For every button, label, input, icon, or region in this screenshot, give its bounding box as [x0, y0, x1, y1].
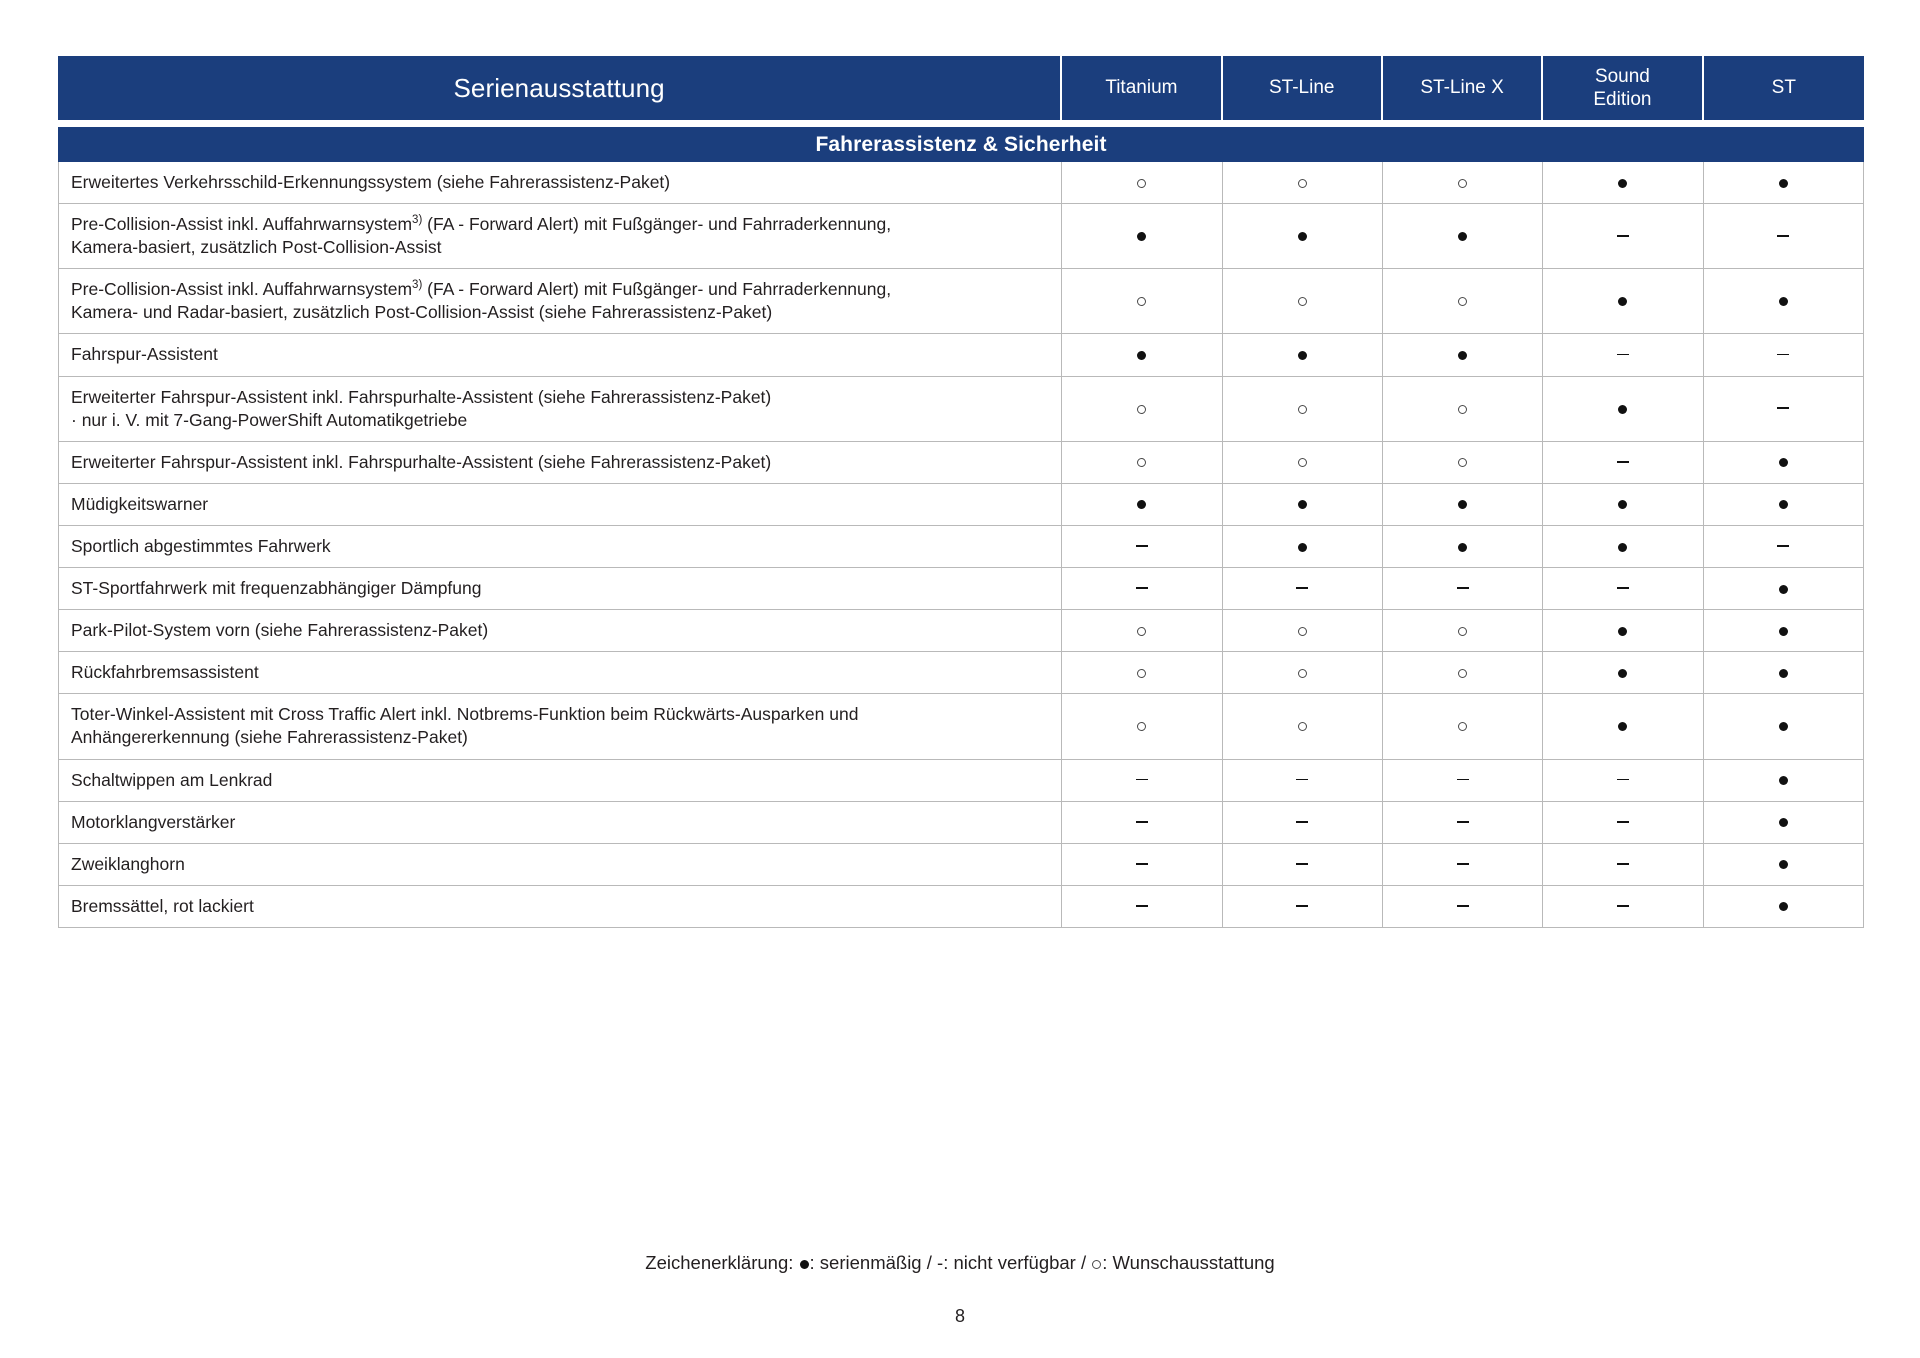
- availability-cell-sound-edition: [1543, 442, 1703, 484]
- dash-icon: [1457, 821, 1469, 823]
- table-row: [58, 652, 1864, 694]
- availability-cell-st-line-x: [1383, 694, 1543, 759]
- availability-cell-titanium: [1062, 844, 1222, 886]
- availability-cell-titanium: [1062, 526, 1222, 568]
- availability-cell-titanium: [1062, 269, 1222, 334]
- feature-label: [58, 334, 1062, 376]
- table-row: [58, 162, 1864, 204]
- availability-cell-st-line: [1223, 886, 1383, 928]
- availability-cell-st-line-x: [1383, 377, 1543, 442]
- feature-text-part: Zweiklanghorn: [71, 853, 185, 874]
- table-row: [58, 204, 1864, 269]
- feature-text-part: Rückfahrbremsassistent: [71, 662, 259, 683]
- feature-label: [58, 568, 1062, 610]
- open-circle-icon: [1458, 405, 1467, 414]
- availability-cell-st: [1704, 844, 1864, 886]
- availability-cell-st-line: [1223, 802, 1383, 844]
- availability-cell-st-line-x: [1383, 526, 1543, 568]
- availability-cell-st-line: [1223, 568, 1383, 610]
- availability-cell-st: [1704, 377, 1864, 442]
- filled-circle-icon: [1618, 297, 1627, 306]
- availability-cell-titanium: [1062, 334, 1222, 376]
- filled-circle-icon: [1137, 500, 1146, 509]
- feature-sublabel: Kamera- und Radar-basiert, zusätzlich Post-Collision-Assist (siehe Fahrerassistenz-Paket): [71, 302, 773, 323]
- feature-label: [58, 760, 1062, 802]
- availability-cell-sound-edition: [1543, 886, 1703, 928]
- open-circle-icon: [1298, 458, 1307, 467]
- open-circle-icon: [1458, 669, 1467, 678]
- legend-unavailable-text: -: nicht verfügbar /: [937, 1252, 1087, 1273]
- feature-text-part: Sportlich abgestimmtes Fahrwerk: [71, 535, 331, 556]
- feature-label: [58, 484, 1062, 526]
- table-row: [58, 377, 1864, 442]
- feature-text-part: Erweitertes Verkehrsschild-Erkennungssystem (siehe Fahrerassistenz-Paket): [71, 172, 671, 192]
- open-circle-icon: [1298, 297, 1307, 306]
- feature-text-part: ST-Sportfahrwerk mit frequenzabhängiger Dämpfung: [71, 578, 482, 599]
- availability-cell-titanium: [1062, 204, 1222, 269]
- availability-cell-sound-edition: [1543, 162, 1703, 204]
- dash-icon: [1617, 587, 1629, 589]
- filled-circle-icon: [1779, 818, 1788, 827]
- dash-icon: [1457, 905, 1469, 907]
- availability-cell-st: [1704, 568, 1864, 610]
- feature-label: [58, 204, 1062, 269]
- feature-label: [58, 652, 1062, 694]
- filled-circle-icon: [1779, 458, 1788, 467]
- availability-cell-st-line-x: [1383, 442, 1543, 484]
- filled-circle-icon: [1618, 543, 1627, 552]
- availability-cell-sound-edition: [1543, 652, 1703, 694]
- availability-cell-sound-edition: [1543, 484, 1703, 526]
- availability-cell-st: [1704, 269, 1864, 334]
- open-circle-icon: [1458, 179, 1467, 188]
- table-row: [58, 760, 1864, 802]
- open-circle-icon: [1137, 722, 1146, 731]
- availability-cell-sound-edition: [1543, 568, 1703, 610]
- open-circle-icon: [1458, 627, 1467, 636]
- dash-icon: [1136, 905, 1148, 907]
- availability-cell-st-line-x: [1383, 269, 1543, 334]
- availability-cell-st-line: [1223, 204, 1383, 269]
- section-header-label: Fahrerassistenz & Sicherheit: [58, 127, 1864, 162]
- filled-circle-icon: [1298, 351, 1307, 360]
- open-circle-icon: [1137, 297, 1146, 306]
- feature-label: [58, 269, 1062, 334]
- availability-cell-titanium: [1062, 442, 1222, 484]
- availability-cell-st-line: [1223, 652, 1383, 694]
- open-circle-icon: [1137, 669, 1146, 678]
- filled-circle-icon: [1779, 500, 1788, 509]
- dash-icon: [1457, 587, 1469, 589]
- open-circle-icon: [1458, 458, 1467, 467]
- legend-serial-text: : serienmäßig /: [809, 1252, 932, 1273]
- dash-icon: [1457, 863, 1469, 865]
- availability-cell-titanium: [1062, 760, 1222, 802]
- dash-icon: [1777, 354, 1789, 356]
- availability-cell-sound-edition: [1543, 844, 1703, 886]
- availability-cell-st: [1704, 204, 1864, 269]
- availability-cell-st-line-x: [1383, 204, 1543, 269]
- section-header-row: [58, 127, 1864, 162]
- legend-filled-circle-icon: [800, 1260, 809, 1269]
- filled-circle-icon: [1779, 585, 1788, 594]
- availability-cell-st-line-x: [1383, 334, 1543, 376]
- dash-icon: [1617, 235, 1629, 237]
- feature-text-part: Pre-Collision-Assist inkl. Auffahrwarnsystem: [71, 214, 413, 235]
- feature-text-part: Erweiterter Fahrspur-Assistent inkl. Fahrspurhalte-Assistent (siehe Fahrerassistenz-Paket): [71, 451, 772, 472]
- availability-cell-st: [1704, 526, 1864, 568]
- table-row: [58, 802, 1864, 844]
- open-circle-icon: [1458, 722, 1467, 731]
- dash-icon: [1617, 461, 1629, 463]
- filled-circle-icon: [1618, 500, 1627, 509]
- open-circle-icon: [1458, 297, 1467, 306]
- filled-circle-icon: [1298, 500, 1307, 509]
- table-row: [58, 844, 1864, 886]
- filled-circle-icon: [1779, 722, 1788, 731]
- availability-cell-sound-edition: [1543, 269, 1703, 334]
- feature-label: [58, 694, 1062, 759]
- filled-circle-icon: [1779, 669, 1788, 678]
- availability-cell-st: [1704, 694, 1864, 759]
- filled-circle-icon: [1618, 179, 1627, 188]
- table-row: [58, 484, 1864, 526]
- filled-circle-icon: [1618, 627, 1627, 636]
- availability-cell-st-line-x: [1383, 610, 1543, 652]
- specification-table: [58, 56, 1864, 928]
- table-row: [58, 886, 1864, 928]
- feature-text-part: Park-Pilot-System vorn (siehe Fahrerassistenz-Paket): [71, 620, 489, 641]
- availability-cell-st: [1704, 652, 1864, 694]
- filled-circle-icon: [1779, 297, 1788, 306]
- dash-icon: [1296, 587, 1308, 589]
- availability-cell-st-line: [1223, 484, 1383, 526]
- availability-cell-sound-edition: [1543, 802, 1703, 844]
- filled-circle-icon: [1779, 627, 1788, 636]
- availability-cell-st-line: [1223, 844, 1383, 886]
- availability-cell-st-line: [1223, 526, 1383, 568]
- header-column-st-line: ST-Line: [1223, 56, 1383, 120]
- dash-icon: [1136, 587, 1148, 589]
- availability-cell-titanium: [1062, 568, 1222, 610]
- availability-cell-st-line-x: [1383, 568, 1543, 610]
- availability-cell-titanium: [1062, 886, 1222, 928]
- table-row: [58, 269, 1864, 334]
- availability-cell-st-line-x: [1383, 760, 1543, 802]
- header-gap-row: [58, 120, 1864, 127]
- availability-cell-sound-edition: [1543, 204, 1703, 269]
- header-column-titanium: Titanium: [1062, 56, 1222, 120]
- table-row: [58, 694, 1864, 759]
- availability-cell-st: [1704, 802, 1864, 844]
- availability-cell-sound-edition: [1543, 334, 1703, 376]
- table-row: [58, 610, 1864, 652]
- filled-circle-icon: [1779, 902, 1788, 911]
- availability-cell-st: [1704, 484, 1864, 526]
- availability-cell-st-line-x: [1383, 802, 1543, 844]
- table-row: [58, 526, 1864, 568]
- open-circle-icon: [1298, 627, 1307, 636]
- filled-circle-icon: [1458, 500, 1467, 509]
- feature-sublabel: Anhängererkennung (siehe Fahrerassistenz-Paket): [71, 727, 468, 748]
- feature-label: [58, 844, 1062, 886]
- table-row: [58, 568, 1864, 610]
- availability-cell-st: [1704, 162, 1864, 204]
- header-column-sound-edition: [1543, 56, 1703, 120]
- specification-table-wrapper: [58, 56, 1864, 928]
- dash-icon: [1617, 905, 1629, 907]
- legend: [0, 1252, 1920, 1274]
- feature-text-part: Pre-Collision-Assist inkl. Auffahrwarnsystem: [71, 279, 413, 300]
- feature-label: [58, 610, 1062, 652]
- filled-circle-icon: [1458, 351, 1467, 360]
- feature-text-part: (FA - Forward Alert) mit Fußgänger- und Fahrraderkennung,: [422, 279, 892, 300]
- availability-cell-titanium: [1062, 802, 1222, 844]
- availability-cell-st: [1704, 886, 1864, 928]
- feature-text-part: Erweiterter Fahrspur-Assistent inkl. Fahrspurhalte-Assistent (siehe Fahrerassistenz-Paket): [71, 386, 772, 407]
- availability-cell-titanium: [1062, 652, 1222, 694]
- open-circle-icon: [1137, 627, 1146, 636]
- sound-edition-line2: Edition: [1593, 89, 1652, 110]
- dash-icon: [1617, 354, 1629, 356]
- availability-cell-titanium: [1062, 377, 1222, 442]
- dash-icon: [1296, 863, 1308, 865]
- feature-label: [58, 802, 1062, 844]
- open-circle-icon: [1298, 405, 1307, 414]
- page-number: 8: [954, 1306, 965, 1326]
- open-circle-icon: [1298, 669, 1307, 678]
- dash-icon: [1296, 821, 1308, 823]
- availability-cell-st-line: [1223, 442, 1383, 484]
- filled-circle-icon: [1779, 179, 1788, 188]
- feature-text-part: Motorklangverstärker: [71, 811, 236, 832]
- filled-circle-icon: [1458, 232, 1467, 241]
- availability-cell-titanium: [1062, 162, 1222, 204]
- filled-circle-icon: [1137, 351, 1146, 360]
- availability-cell-sound-edition: [1543, 610, 1703, 652]
- dash-icon: [1457, 779, 1469, 781]
- header-column-st: ST: [1704, 56, 1864, 120]
- dash-icon: [1296, 779, 1308, 781]
- availability-cell-st-line: [1223, 162, 1383, 204]
- open-circle-icon: [1137, 405, 1146, 414]
- filled-circle-icon: [1298, 543, 1307, 552]
- legend-open-circle-icon: [1092, 1260, 1101, 1269]
- filled-circle-icon: [1618, 669, 1627, 678]
- filled-circle-icon: [1137, 232, 1146, 241]
- feature-text-part: (FA - Forward Alert) mit Fußgänger- und Fahrraderkennung,: [422, 214, 892, 235]
- dash-icon: [1617, 863, 1629, 865]
- feature-label: [58, 442, 1062, 484]
- availability-cell-st-line: [1223, 377, 1383, 442]
- availability-cell-titanium: [1062, 694, 1222, 759]
- footnote-marker: 3): [412, 214, 423, 227]
- feature-sublabel: Kamera-basiert, zusätzlich Post-Collision-Assist: [71, 237, 442, 258]
- open-circle-icon: [1298, 722, 1307, 731]
- availability-cell-st-line: [1223, 694, 1383, 759]
- feature-text-part: Fahrspur-Assistent: [71, 344, 218, 365]
- feature-sublabel: · nur i. V. mit 7-Gang-PowerShift Automatikgetriebe: [71, 409, 468, 430]
- feature-text-part: Schaltwippen am Lenkrad: [71, 769, 273, 790]
- footnote-marker: 3): [412, 279, 423, 292]
- open-circle-icon: [1298, 179, 1307, 188]
- sound-edition-line1: Sound: [1594, 65, 1650, 87]
- dash-icon: [1136, 545, 1148, 547]
- availability-cell-titanium: [1062, 484, 1222, 526]
- availability-cell-st: [1704, 610, 1864, 652]
- filled-circle-icon: [1618, 722, 1627, 731]
- dash-icon: [1617, 779, 1629, 781]
- availability-cell-st-line-x: [1383, 652, 1543, 694]
- availability-cell-st: [1704, 334, 1864, 376]
- feature-label: [58, 162, 1062, 204]
- header-column-st-line-x: ST-Line X: [1383, 56, 1543, 120]
- dash-icon: [1136, 779, 1148, 781]
- header-row: [58, 56, 1864, 120]
- header-gap-cell: [58, 120, 1864, 127]
- feature-label: [58, 377, 1062, 442]
- dash-icon: [1777, 407, 1789, 409]
- dash-icon: [1296, 905, 1308, 907]
- filled-circle-icon: [1779, 776, 1788, 785]
- legend-prefix: Zeichenerklärung:: [645, 1252, 794, 1273]
- filled-circle-icon: [1298, 232, 1307, 241]
- open-circle-icon: [1137, 179, 1146, 188]
- availability-cell-st-line: [1223, 334, 1383, 376]
- availability-cell-titanium: [1062, 610, 1222, 652]
- dash-icon: [1777, 235, 1789, 237]
- dash-icon: [1136, 863, 1148, 865]
- filled-circle-icon: [1458, 543, 1467, 552]
- availability-cell-sound-edition: [1543, 760, 1703, 802]
- dash-icon: [1617, 821, 1629, 823]
- feature-text-part: Müdigkeitswarner: [71, 493, 209, 514]
- dash-icon: [1136, 821, 1148, 823]
- availability-cell-st-line-x: [1383, 844, 1543, 886]
- availability-cell-st-line: [1223, 269, 1383, 334]
- feature-label: [58, 886, 1062, 928]
- filled-circle-icon: [1779, 860, 1788, 869]
- table-row: [58, 334, 1864, 376]
- table-header: [58, 56, 1864, 120]
- availability-cell-st: [1704, 442, 1864, 484]
- availability-cell-sound-edition: [1543, 694, 1703, 759]
- table-gap: [58, 120, 1864, 162]
- table-row: [58, 442, 1864, 484]
- legend-optional-text: : Wunschausstattung: [1102, 1252, 1275, 1273]
- availability-cell-st-line-x: [1383, 162, 1543, 204]
- feature-text-part: Bremssättel, rot lackiert: [71, 895, 254, 916]
- availability-cell-st: [1704, 760, 1864, 802]
- availability-cell-sound-edition: [1543, 526, 1703, 568]
- availability-cell-sound-edition: [1543, 377, 1703, 442]
- open-circle-icon: [1137, 458, 1146, 467]
- availability-cell-st-line-x: [1383, 886, 1543, 928]
- dash-icon: [1777, 545, 1789, 547]
- availability-cell-st-line: [1223, 610, 1383, 652]
- header-title-cell: Serienausstattung: [58, 56, 1062, 120]
- table-body: [58, 162, 1864, 928]
- feature-text-part: Toter-Winkel-Assistent mit Cross Traffic Alert inkl. Notbrems-Funktion beim Rückwärts-Ausparken und: [71, 704, 859, 725]
- feature-label: [58, 526, 1062, 568]
- filled-circle-icon: [1618, 405, 1627, 414]
- availability-cell-st-line: [1223, 760, 1383, 802]
- availability-cell-st-line-x: [1383, 484, 1543, 526]
